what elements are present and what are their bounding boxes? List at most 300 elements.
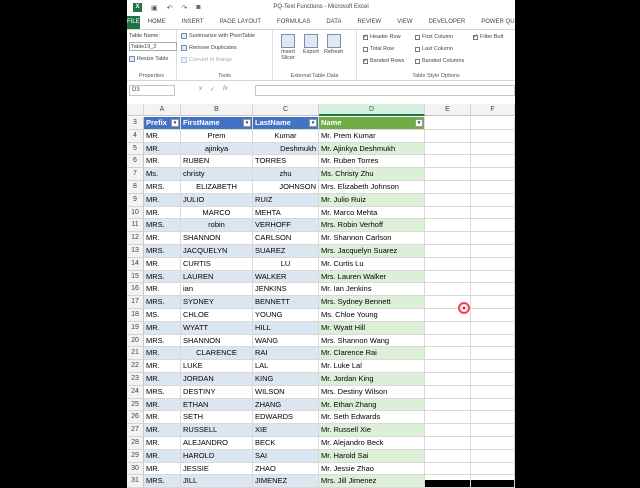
- header-label: FirstName: [183, 118, 220, 127]
- tab-developer[interactable]: DEVELOPER: [428, 19, 466, 25]
- name-cell[interactable]: Mrs. Shannon Wang: [319, 335, 425, 348]
- lastname-cell[interactable]: Kumar: [253, 130, 319, 143]
- row-number[interactable]: 14: [127, 258, 144, 271]
- prefix-cell[interactable]: MR.: [144, 194, 181, 207]
- column-header-a[interactable]: A: [144, 104, 181, 116]
- excel-window: [127, 0, 515, 486]
- summarize-pivot-button[interactable]: [181, 33, 255, 39]
- ribbon-tabs: [127, 16, 515, 29]
- row-number[interactable]: 7: [127, 168, 144, 181]
- prefix-cell[interactable]: MR.: [144, 143, 181, 156]
- lastname-cell[interactable]: JENKINS: [253, 283, 319, 296]
- empty-cell[interactable]: [425, 386, 471, 399]
- empty-cell[interactable]: [471, 271, 515, 284]
- lastname-cell[interactable]: YOUNG: [253, 309, 319, 322]
- prefix-cell[interactable]: MR.: [144, 399, 181, 412]
- export-button[interactable]: [303, 34, 319, 55]
- insert-slicer-label: Insert Slicer: [281, 49, 295, 61]
- table-row: [127, 207, 515, 220]
- firstname-cell[interactable]: JILL: [181, 475, 253, 488]
- tab-home[interactable]: HOME: [147, 19, 166, 25]
- firstname-cell[interactable]: ian: [181, 283, 253, 296]
- firstname-cell[interactable]: ELIZABETH: [181, 181, 253, 194]
- firstname-cell[interactable]: LAUREN: [181, 271, 253, 284]
- table-row: [127, 232, 515, 245]
- column-header-e[interactable]: E: [425, 104, 471, 116]
- formula-input[interactable]: [255, 85, 515, 96]
- name-cell[interactable]: Mr. Clarence Rai: [319, 347, 425, 360]
- firstname-cell[interactable]: DESTINY: [181, 386, 253, 399]
- empty-cell[interactable]: [425, 411, 471, 424]
- row-number[interactable]: 20: [127, 335, 144, 348]
- firstname-cell[interactable]: JORDAN: [181, 373, 253, 386]
- row-number[interactable]: 10: [127, 207, 144, 220]
- table-row: [127, 386, 515, 399]
- external-group-label: External Table Data: [290, 73, 339, 79]
- convert-to-range-label: Convert to Range: [189, 57, 233, 63]
- name-cell[interactable]: Mr. Curtis Lu: [319, 258, 425, 271]
- firstname-cell[interactable]: CLARENCE: [181, 347, 253, 360]
- prefix-cell[interactable]: MR.: [144, 232, 181, 245]
- table-row: [127, 399, 515, 412]
- firstname-cell[interactable]: SHANNON: [181, 232, 253, 245]
- empty-cell[interactable]: [425, 373, 471, 386]
- prefix-cell[interactable]: MR.: [144, 155, 181, 168]
- prefix-cell[interactable]: MR.: [144, 130, 181, 143]
- insert-slicer-button[interactable]: [277, 34, 299, 61]
- banded-columns-check: [415, 59, 420, 64]
- row-number[interactable]: 13: [127, 245, 144, 258]
- lastname-cell[interactable]: JOHNSON: [253, 181, 319, 194]
- enter-icon[interactable]: ✓: [210, 87, 216, 93]
- lastname-cell[interactable]: MEHTA: [253, 207, 319, 220]
- table-header-row: [127, 117, 515, 130]
- firstname-cell[interactable]: CHLOE: [181, 309, 253, 322]
- empty-cell[interactable]: [471, 258, 515, 271]
- lastname-cell[interactable]: BECK: [253, 437, 319, 450]
- firstname-cell[interactable]: MARCO: [181, 207, 253, 220]
- header-row-checkbox[interactable]: [363, 34, 401, 40]
- lastname-cell[interactable]: WILSON: [253, 386, 319, 399]
- filter-dropdown-icon[interactable]: ▾: [415, 119, 423, 127]
- row-number[interactable]: 5: [127, 143, 144, 156]
- prefix-cell[interactable]: MR.: [144, 424, 181, 437]
- table-row: [127, 463, 515, 476]
- row-number[interactable]: 15: [127, 271, 144, 284]
- name-cell[interactable]: Mrs. Jill Jimenez: [319, 475, 425, 488]
- row-number[interactable]: 28: [127, 437, 144, 450]
- table-row: [127, 411, 515, 424]
- tab-formulas[interactable]: FORMULAS: [277, 19, 311, 25]
- header-cell-prefix[interactable]: [144, 117, 181, 130]
- header-cell-name[interactable]: [319, 117, 425, 130]
- empty-cell[interactable]: [471, 347, 515, 360]
- total-row-check: [363, 47, 368, 52]
- prefix-cell[interactable]: MRS.: [144, 475, 181, 488]
- prefix-cell[interactable]: MRS.: [144, 296, 181, 309]
- empty-cell[interactable]: [471, 117, 515, 130]
- name-cell[interactable]: Mr. Seth Edwards: [319, 411, 425, 424]
- prefix-cell[interactable]: MRS.: [144, 245, 181, 258]
- firstname-cell[interactable]: ajinkya: [181, 143, 253, 156]
- row-number[interactable]: 4: [127, 130, 144, 143]
- total-row-checkbox[interactable]: [363, 46, 394, 52]
- prefix-cell[interactable]: MR.: [144, 258, 181, 271]
- lastname-cell[interactable]: zhu: [253, 168, 319, 181]
- firstname-cell[interactable]: JACQUELYN: [181, 245, 253, 258]
- name-cell[interactable]: Mr. Marco Mehta: [319, 207, 425, 220]
- lastname-cell[interactable]: ZHAO: [253, 463, 319, 476]
- pivot-table-icon: [181, 33, 187, 39]
- lastname-cell[interactable]: VERHOFF: [253, 219, 319, 232]
- tab-power-qu[interactable]: POWER QU: [481, 19, 515, 25]
- row-number[interactable]: 27: [127, 424, 144, 437]
- name-cell[interactable]: Mr. Luke Lal: [319, 360, 425, 373]
- excel-logo-icon: X: [133, 3, 142, 12]
- resize-table-label: Resize Table: [137, 56, 169, 62]
- empty-cell[interactable]: [425, 117, 471, 130]
- empty-cell[interactable]: [471, 245, 515, 258]
- filter-button-label: Filter Butt: [480, 34, 504, 40]
- empty-cell[interactable]: [471, 475, 515, 488]
- formula-bar: [127, 84, 515, 97]
- table-row: [127, 347, 515, 360]
- name-cell[interactable]: Mr. Jessie Zhao: [319, 463, 425, 476]
- name-cell[interactable]: Mrs. Elizabeth Johnson: [319, 181, 425, 194]
- tab-insert[interactable]: INSERT: [181, 19, 204, 25]
- tab-review[interactable]: REVIEW: [357, 19, 382, 25]
- filter-dropdown-icon[interactable]: ▾: [171, 119, 179, 127]
- firstname-cell[interactable]: christy: [181, 168, 253, 181]
- empty-cell[interactable]: [471, 335, 515, 348]
- prefix-cell[interactable]: MR.: [144, 207, 181, 220]
- table-row: [127, 296, 515, 309]
- empty-cell[interactable]: [425, 245, 471, 258]
- tab-view[interactable]: VIEW: [397, 19, 413, 25]
- lastname-cell[interactable]: KING: [253, 373, 319, 386]
- header-label: LastName: [255, 118, 291, 127]
- prefix-cell[interactable]: MR.: [144, 373, 181, 386]
- header-row-check: [363, 35, 368, 40]
- lastname-cell[interactable]: WANG: [253, 335, 319, 348]
- tab-file[interactable]: FILE: [127, 16, 140, 29]
- lastname-cell[interactable]: CARLSON: [253, 232, 319, 245]
- row-number[interactable]: 22: [127, 360, 144, 373]
- undo-icon[interactable]: ↶: [166, 4, 173, 12]
- name-cell[interactable]: Mrs. Lauren Walker: [319, 271, 425, 284]
- prefix-cell[interactable]: MR.: [144, 322, 181, 335]
- prefix-cell[interactable]: MR.: [144, 411, 181, 424]
- first-column-checkbox[interactable]: [415, 34, 453, 40]
- export-icon: [304, 34, 318, 48]
- name-cell[interactable]: Mr. Ian Jenkins: [319, 283, 425, 296]
- prefix-cell[interactable]: MR.: [144, 360, 181, 373]
- prefix-cell[interactable]: MR.: [144, 450, 181, 463]
- firstname-cell[interactable]: SYDNEY: [181, 296, 253, 309]
- last-column-check: [415, 47, 420, 52]
- name-cell[interactable]: Mrs. Robin Verhoff: [319, 219, 425, 232]
- empty-cell[interactable]: [471, 283, 515, 296]
- column-header-c[interactable]: C: [253, 104, 319, 116]
- table-row: [127, 181, 515, 194]
- redo-icon[interactable]: ↷: [181, 4, 188, 12]
- empty-cell[interactable]: [471, 168, 515, 181]
- firstname-cell[interactable]: RUBEN: [181, 155, 253, 168]
- convert-to-range-button[interactable]: [181, 57, 232, 63]
- name-cell[interactable]: Mr. Ruben Torres: [319, 155, 425, 168]
- prefix-cell[interactable]: MR.: [144, 463, 181, 476]
- empty-cell[interactable]: [471, 155, 515, 168]
- header-cell-firstname[interactable]: [181, 117, 253, 130]
- row-number[interactable]: 9: [127, 194, 144, 207]
- first-column-check: [415, 35, 420, 40]
- name-cell[interactable]: Mr. Shannon Carlson: [319, 232, 425, 245]
- firstname-cell[interactable]: robin: [181, 219, 253, 232]
- name-cell[interactable]: Mr. Wyatt Hill: [319, 322, 425, 335]
- row-number[interactable]: 12: [127, 232, 144, 245]
- prefix-cell[interactable]: Ms.: [144, 168, 181, 181]
- remove-duplicates-button[interactable]: [181, 45, 237, 51]
- empty-cell[interactable]: [425, 450, 471, 463]
- empty-cell[interactable]: [425, 207, 471, 220]
- empty-cell[interactable]: [471, 399, 515, 412]
- header-row-label: Header Row: [370, 34, 401, 40]
- lastname-cell[interactable]: WALKER: [253, 271, 319, 284]
- remove-duplicates-label: Remove Duplicates: [189, 45, 237, 51]
- empty-cell[interactable]: [425, 283, 471, 296]
- empty-cell[interactable]: [471, 181, 515, 194]
- banded-rows-checkbox[interactable]: [363, 58, 404, 64]
- row-number[interactable]: 3: [127, 117, 144, 130]
- empty-cell[interactable]: [471, 296, 515, 309]
- firstname-cell[interactable]: SHANNON: [181, 335, 253, 348]
- name-cell[interactable]: Mrs. Sydney Bennett: [319, 296, 425, 309]
- row-number[interactable]: 21: [127, 347, 144, 360]
- empty-cell[interactable]: [471, 219, 515, 232]
- name-cell[interactable]: Mrs. Destiny Wilson: [319, 386, 425, 399]
- tools-group: [177, 30, 273, 81]
- empty-cell[interactable]: [425, 232, 471, 245]
- empty-cell[interactable]: [471, 143, 515, 156]
- empty-cell[interactable]: [471, 424, 515, 437]
- empty-cell[interactable]: [425, 335, 471, 348]
- name-cell[interactable]: Mr. Ethan Zhang: [319, 399, 425, 412]
- empty-cell[interactable]: [425, 168, 471, 181]
- empty-cell[interactable]: [471, 373, 515, 386]
- filter-dropdown-icon[interactable]: ▾: [243, 119, 251, 127]
- refresh-button[interactable]: [324, 34, 343, 55]
- row-number[interactable]: 6: [127, 155, 144, 168]
- lastname-cell[interactable]: LU: [253, 258, 319, 271]
- column-header-b[interactable]: B: [181, 104, 253, 116]
- lastname-cell[interactable]: EDWARDS: [253, 411, 319, 424]
- column-header-d[interactable]: D: [319, 104, 425, 116]
- firstname-cell[interactable]: JULIO: [181, 194, 253, 207]
- firstname-cell[interactable]: ETHAN: [181, 399, 253, 412]
- empty-cell[interactable]: [425, 463, 471, 476]
- empty-cell[interactable]: [471, 386, 515, 399]
- row-number[interactable]: 24: [127, 386, 144, 399]
- tab-page-layout[interactable]: PAGE LAYOUT: [219, 19, 262, 25]
- row-number[interactable]: 18: [127, 309, 144, 322]
- row-number[interactable]: 17: [127, 296, 144, 309]
- formula-icons: [199, 86, 228, 93]
- firstname-cell[interactable]: ALEJANDRO: [181, 437, 253, 450]
- firstname-cell[interactable]: JESSIE: [181, 463, 253, 476]
- firstname-cell[interactable]: SETH: [181, 411, 253, 424]
- filter-button-checkbox[interactable]: [473, 34, 504, 40]
- filter-dropdown-icon[interactable]: ▾: [309, 119, 317, 127]
- row-number[interactable]: 11: [127, 219, 144, 232]
- firstname-cell[interactable]: CURTIS: [181, 258, 253, 271]
- banded-columns-checkbox[interactable]: [415, 58, 464, 64]
- lastname-cell[interactable]: TORRES: [253, 155, 319, 168]
- firstname-cell[interactable]: WYATT: [181, 322, 253, 335]
- lastname-cell[interactable]: LAL: [253, 360, 319, 373]
- table-row: [127, 130, 515, 143]
- row-number[interactable]: 26: [127, 411, 144, 424]
- lastname-cell[interactable]: ZHANG: [253, 399, 319, 412]
- slicer-icon: [281, 34, 295, 48]
- prefix-cell[interactable]: MR.: [144, 437, 181, 450]
- row-number[interactable]: 8: [127, 181, 144, 194]
- column-header-f[interactable]: F: [471, 104, 515, 116]
- name-cell[interactable]: Mr. Prem Kumar: [319, 130, 425, 143]
- table-row: [127, 194, 515, 207]
- row-number[interactable]: 29: [127, 450, 144, 463]
- save-icon[interactable]: ▣: [151, 4, 158, 12]
- empty-cell[interactable]: [471, 232, 515, 245]
- last-column-checkbox[interactable]: [415, 46, 453, 52]
- select-all-corner[interactable]: [127, 104, 144, 116]
- lastname-cell[interactable]: SAI: [253, 450, 319, 463]
- table-row: [127, 283, 515, 296]
- window-title: PQ-Text Functions - Microsoft Excel: [273, 4, 369, 10]
- camera-icon[interactable]: ◙: [196, 4, 201, 11]
- empty-cell[interactable]: [425, 258, 471, 271]
- empty-cell[interactable]: [425, 143, 471, 156]
- name-cell[interactable]: Mr. Alejandro Beck: [319, 437, 425, 450]
- summarize-label: Summarize with PivotTable: [189, 33, 256, 39]
- table-row: [127, 309, 515, 322]
- empty-cell[interactable]: [471, 207, 515, 220]
- empty-cell[interactable]: [425, 194, 471, 207]
- firstname-cell[interactable]: HAROLD: [181, 450, 253, 463]
- empty-cell[interactable]: [425, 399, 471, 412]
- lastname-cell[interactable]: JIMENEZ: [253, 475, 319, 488]
- header-label: Name: [321, 118, 342, 127]
- table-row: [127, 219, 515, 232]
- name-cell[interactable]: Mr. Ajinkya Deshmukh: [319, 143, 425, 156]
- tab-data[interactable]: DATA: [326, 19, 342, 25]
- empty-cell[interactable]: [471, 437, 515, 450]
- empty-cell[interactable]: [425, 322, 471, 335]
- name-cell[interactable]: Mrs. Jacquelyn Suarez: [319, 245, 425, 258]
- empty-cell[interactable]: [471, 309, 515, 322]
- firstname-cell[interactable]: LUKE: [181, 360, 253, 373]
- empty-cell[interactable]: [425, 219, 471, 232]
- style-options-group: [357, 30, 515, 81]
- prefix-cell[interactable]: MRS.: [144, 219, 181, 232]
- lastname-cell[interactable]: RUIZ: [253, 194, 319, 207]
- empty-cell[interactable]: [471, 130, 515, 143]
- firstname-cell[interactable]: Prem: [181, 130, 253, 143]
- empty-cell[interactable]: [425, 130, 471, 143]
- lastname-cell[interactable]: XIE: [253, 424, 319, 437]
- name-cell[interactable]: Mr. Russell Xie: [319, 424, 425, 437]
- name-cell[interactable]: Mr. Harold Sai: [319, 450, 425, 463]
- empty-cell[interactable]: [425, 181, 471, 194]
- empty-cell[interactable]: [471, 322, 515, 335]
- empty-cell[interactable]: [471, 194, 515, 207]
- lastname-cell[interactable]: HILL: [253, 322, 319, 335]
- row-number[interactable]: 25: [127, 399, 144, 412]
- filter-button-check: [473, 35, 478, 40]
- insert-function-icon[interactable]: fx: [223, 86, 228, 92]
- table-row: [127, 335, 515, 348]
- empty-cell[interactable]: [425, 424, 471, 437]
- prefix-cell[interactable]: MRS.: [144, 181, 181, 194]
- convert-range-icon: [181, 57, 187, 63]
- resize-table-button[interactable]: [129, 56, 168, 62]
- prefix-cell[interactable]: MRS.: [144, 386, 181, 399]
- banded-rows-check: [363, 59, 368, 64]
- total-row-label: Total Row: [370, 46, 395, 52]
- header-cell-lastname[interactable]: [253, 117, 319, 130]
- prefix-cell[interactable]: MS.: [144, 309, 181, 322]
- cancel-icon[interactable]: x: [199, 86, 202, 92]
- empty-cell[interactable]: [471, 463, 515, 476]
- table-row: [127, 143, 515, 156]
- row-number[interactable]: 31: [127, 475, 144, 488]
- empty-cell[interactable]: [425, 475, 471, 488]
- empty-cell[interactable]: [425, 360, 471, 373]
- empty-cell[interactable]: [471, 450, 515, 463]
- properties-group: [127, 30, 177, 81]
- name-cell[interactable]: Ms. Christy Zhu: [319, 168, 425, 181]
- empty-cell[interactable]: [425, 271, 471, 284]
- firstname-cell[interactable]: RUSSELL: [181, 424, 253, 437]
- row-number[interactable]: 16: [127, 283, 144, 296]
- name-cell[interactable]: Mr. Julio Ruiz: [319, 194, 425, 207]
- lastname-cell[interactable]: SUAREZ: [253, 245, 319, 258]
- empty-cell[interactable]: [425, 437, 471, 450]
- prefix-cell[interactable]: MR.: [144, 347, 181, 360]
- name-cell[interactable]: Ms. Chloe Young: [319, 309, 425, 322]
- lastname-cell[interactable]: BENNETT: [253, 296, 319, 309]
- table-name-label: Table Name:: [129, 33, 160, 39]
- empty-cell[interactable]: [425, 347, 471, 360]
- table-name-input[interactable]: Table19_2: [129, 42, 177, 51]
- lastname-cell[interactable]: Deshmukh: [253, 143, 319, 156]
- column-headers: [127, 104, 515, 116]
- table-row: [127, 155, 515, 168]
- name-box[interactable]: D3: [129, 85, 175, 96]
- table-row: [127, 373, 515, 386]
- table-row: [127, 475, 515, 488]
- row-number[interactable]: 19: [127, 322, 144, 335]
- prefix-cell[interactable]: MRS.: [144, 271, 181, 284]
- empty-cell[interactable]: [425, 155, 471, 168]
- row-number[interactable]: 23: [127, 373, 144, 386]
- prefix-cell[interactable]: MRS.: [144, 335, 181, 348]
- prefix-cell[interactable]: MR.: [144, 283, 181, 296]
- row-number[interactable]: 30: [127, 463, 144, 476]
- name-cell[interactable]: Mr. Jordan King: [319, 373, 425, 386]
- empty-cell[interactable]: [471, 411, 515, 424]
- lastname-cell[interactable]: RAI: [253, 347, 319, 360]
- empty-cell[interactable]: [471, 360, 515, 373]
